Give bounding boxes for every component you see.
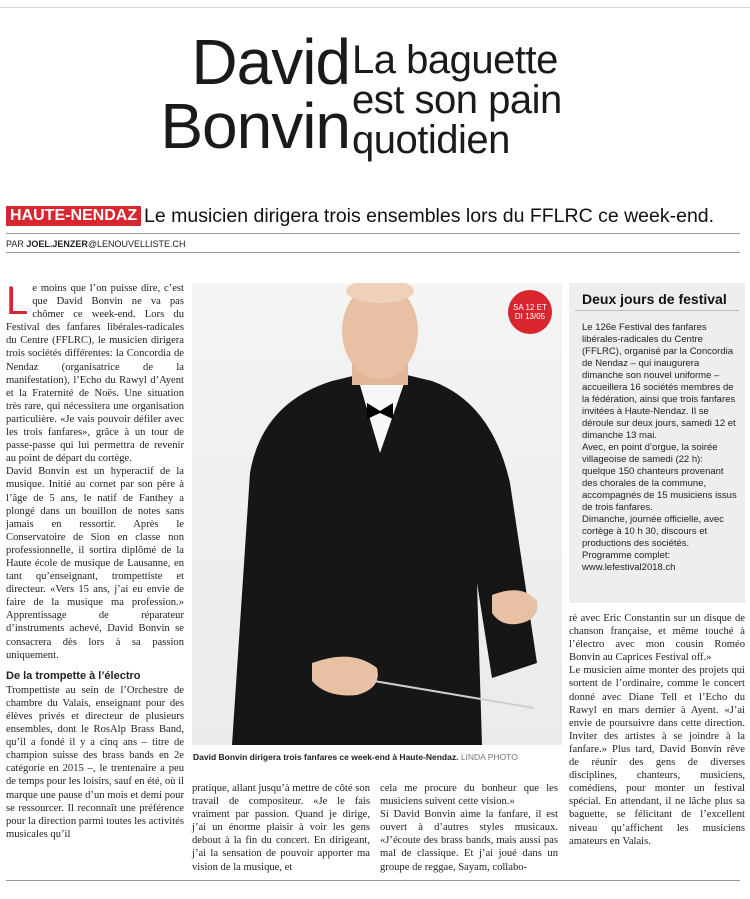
article-lead: Le musicien dirigera trois ensembles lors du FFLRC ce week-end. [144, 205, 715, 227]
byline-rule [6, 252, 740, 253]
subhead: De la trompette à l’électro [6, 669, 141, 682]
conductor-illustration [192, 283, 562, 745]
paragraph-1: e moins que l’on puisse dire, c’est que David Bonvin ne va pas chômer ce week-end. Lors du Festival des fanfares libérales-radicales du Centre (FFLRC), le musicien dirigera trois sociétés différentes: la Concordia de Nendaz (organisatrice de la manifestation), l’Echo du Rawyl d’Ayent et la Fraternité de Noës. Une situation très rare, qui nécessitera une organisation particulière. «Je vais pouvoir défiler avec les trois fanfares», grâce à un tour de passe-passe qui lui permettra de revenir au point de départ du cortège. [6, 283, 184, 465]
paragraph-6: Si David Bonvin aime la fanfare, il est ouvert à d’autres styles musicaux. «J’écoute des brass bands, mais aussi pas mal de classique. Et j’ai joué dans un groupe de reggae, Sayam, collabo- [380, 809, 558, 873]
headline-title-line3: quotidien [352, 118, 510, 162]
drop-cap: L [6, 279, 29, 323]
article-column-3 [380, 782, 558, 874]
sidebar-paragraph-3: Dimanche, journée officielle, avec cortège à 10 h 30, discours et productions des sociétés. [582, 514, 724, 549]
sidebar-rule [575, 310, 739, 311]
paragraph-3: Trompettiste au sein de l’Orchestre de chambre du Valais, enseignant pour des élèves privés et directeur de plusieurs ensembles, dont le RosAlp Brass Band, qu’il a fondé il y a cinq ans – titre de champion suisse des brass bands en 2e catégorie en 2015 –, le trentenaire a peu de temps pour les loisirs, sauf en été, où il marque une pause d’un mois et demi pour se ressourcer. Il reconnaît une préférence pour la direction parmi toutes les activités musicales qu’il [6, 684, 184, 840]
article-column-4 [569, 612, 745, 848]
headline-title-line1: La baguette [352, 38, 558, 82]
byline-author: JOEL.JENZER [26, 239, 88, 249]
sidebar-title: Deux jours de festival [582, 291, 727, 307]
bottom-rule [6, 880, 740, 881]
headline-title [352, 40, 612, 160]
paragraph-4: pratique, allant jusqu’à mettre de côté son travail de compositeur. «Je le fais vraiment par passion. Quand je dirige, j’ai un énorme plaisir à voir les gens debout à la fin du concert. En dirigeant, j’ai la sensation de pouvoir apporter ma vision de la musique, et [192, 783, 370, 873]
paragraph-8: Le musicien aime monter des projets qui sortent de l’ordinaire, comme le concert donné avec Diane Tell et l’Echo du Rawyl en mars dernier à Ayent. «J’ai envie de poursuivre dans cette direction. Inviter des artistes à se joindre à la fanfare.» Plus tard, David Bonvin rêve de réunir des gens de diverses disciplines, chanteurs, musiciens, comédiens, pour monter un festival spécial. En attendant, il ne lâche plus sa baguette, se félicitant de l’excellent niveau qu’affichent les musiciens amateurs en Valais. [569, 665, 745, 847]
sidebar-paragraph-4: Programme complet: www.lefestival2018.ch [582, 550, 676, 573]
location-kicker: HAUTE-NENDAZ [6, 206, 141, 226]
lead-rule [6, 233, 740, 234]
article-column-2 [192, 782, 370, 874]
top-rule [0, 7, 750, 8]
badge-line1: SA 12 ET [513, 303, 547, 312]
portrait-photo [192, 283, 562, 745]
paragraph-5: cela me procure du bonheur que les musiciens suivent cette vision.» [380, 783, 558, 808]
byline [6, 239, 186, 249]
badge-line2: DI 13/05 [514, 312, 546, 321]
headline-name-line2: Bonvin [160, 90, 350, 162]
sidebar-paragraph-2: Avec, en point d’orgue, la soirée villageoise de samedi (22 h): quelque 150 chanteurs provenant des chorales de la commune, accompagnés de 15 musiciens issus de trois fanfares. [582, 442, 737, 513]
paragraph-2: David Bonvin est un hyperactif de la musique. Initié au cornet par son père à l’âge de 5 ans, le natif de Fanthey a plongé dans un bouillon de notes sans jamais en ressortir. Après le Conservatoire de Sion en classe non professionnelle, il sortira diplômé de la Haute école de musique de Lausanne, en tant qu’enseignant, trompettiste et directeur. «Vers 15 ans, j’ai eu envie de faire de la musique ma profession.» Apprentissage de réparateur d’instruments achevé, David Bonvin se consacrera dès lors à sa passion uniquement. [6, 466, 184, 661]
headline-title-line2: est son pain [352, 78, 562, 122]
headline-name [130, 26, 350, 162]
sidebar-paragraph-1: Le 126e Festival des fanfares libérales-radicales du Centre (FFLRC), organisé par la Concordia de Nendaz – qui inaugurera dimanche son nouvel uniforme – accueillera 16 sociétés membres de la fédération, ainsi que trois fanfares invitées à Haute-Nendaz. Il se déroule sur deux jours, samedi 12 et dimanche 13 mai. [582, 322, 736, 441]
byline-domain: @LENOUVELLISTE.CH [87, 239, 186, 249]
paragraph-7: ré avec Eric Constantin sur un disque de chanson française, et même touché à l’électro avec mon cousin Roméo Bonvin au Caprices Festival off.» [569, 613, 745, 664]
date-badge [508, 290, 552, 334]
article-column-1 [6, 279, 184, 841]
byline-prefix: PAR [6, 239, 27, 249]
headline-name-line1: David [191, 26, 350, 98]
photo-caption [193, 752, 563, 762]
photo-credit: LINDA PHOTO [458, 752, 518, 762]
caption-text: David Bonvin dirigera trois fanfares ce week-end à Haute-Nendaz. [193, 752, 459, 762]
sidebar-body [582, 322, 738, 574]
